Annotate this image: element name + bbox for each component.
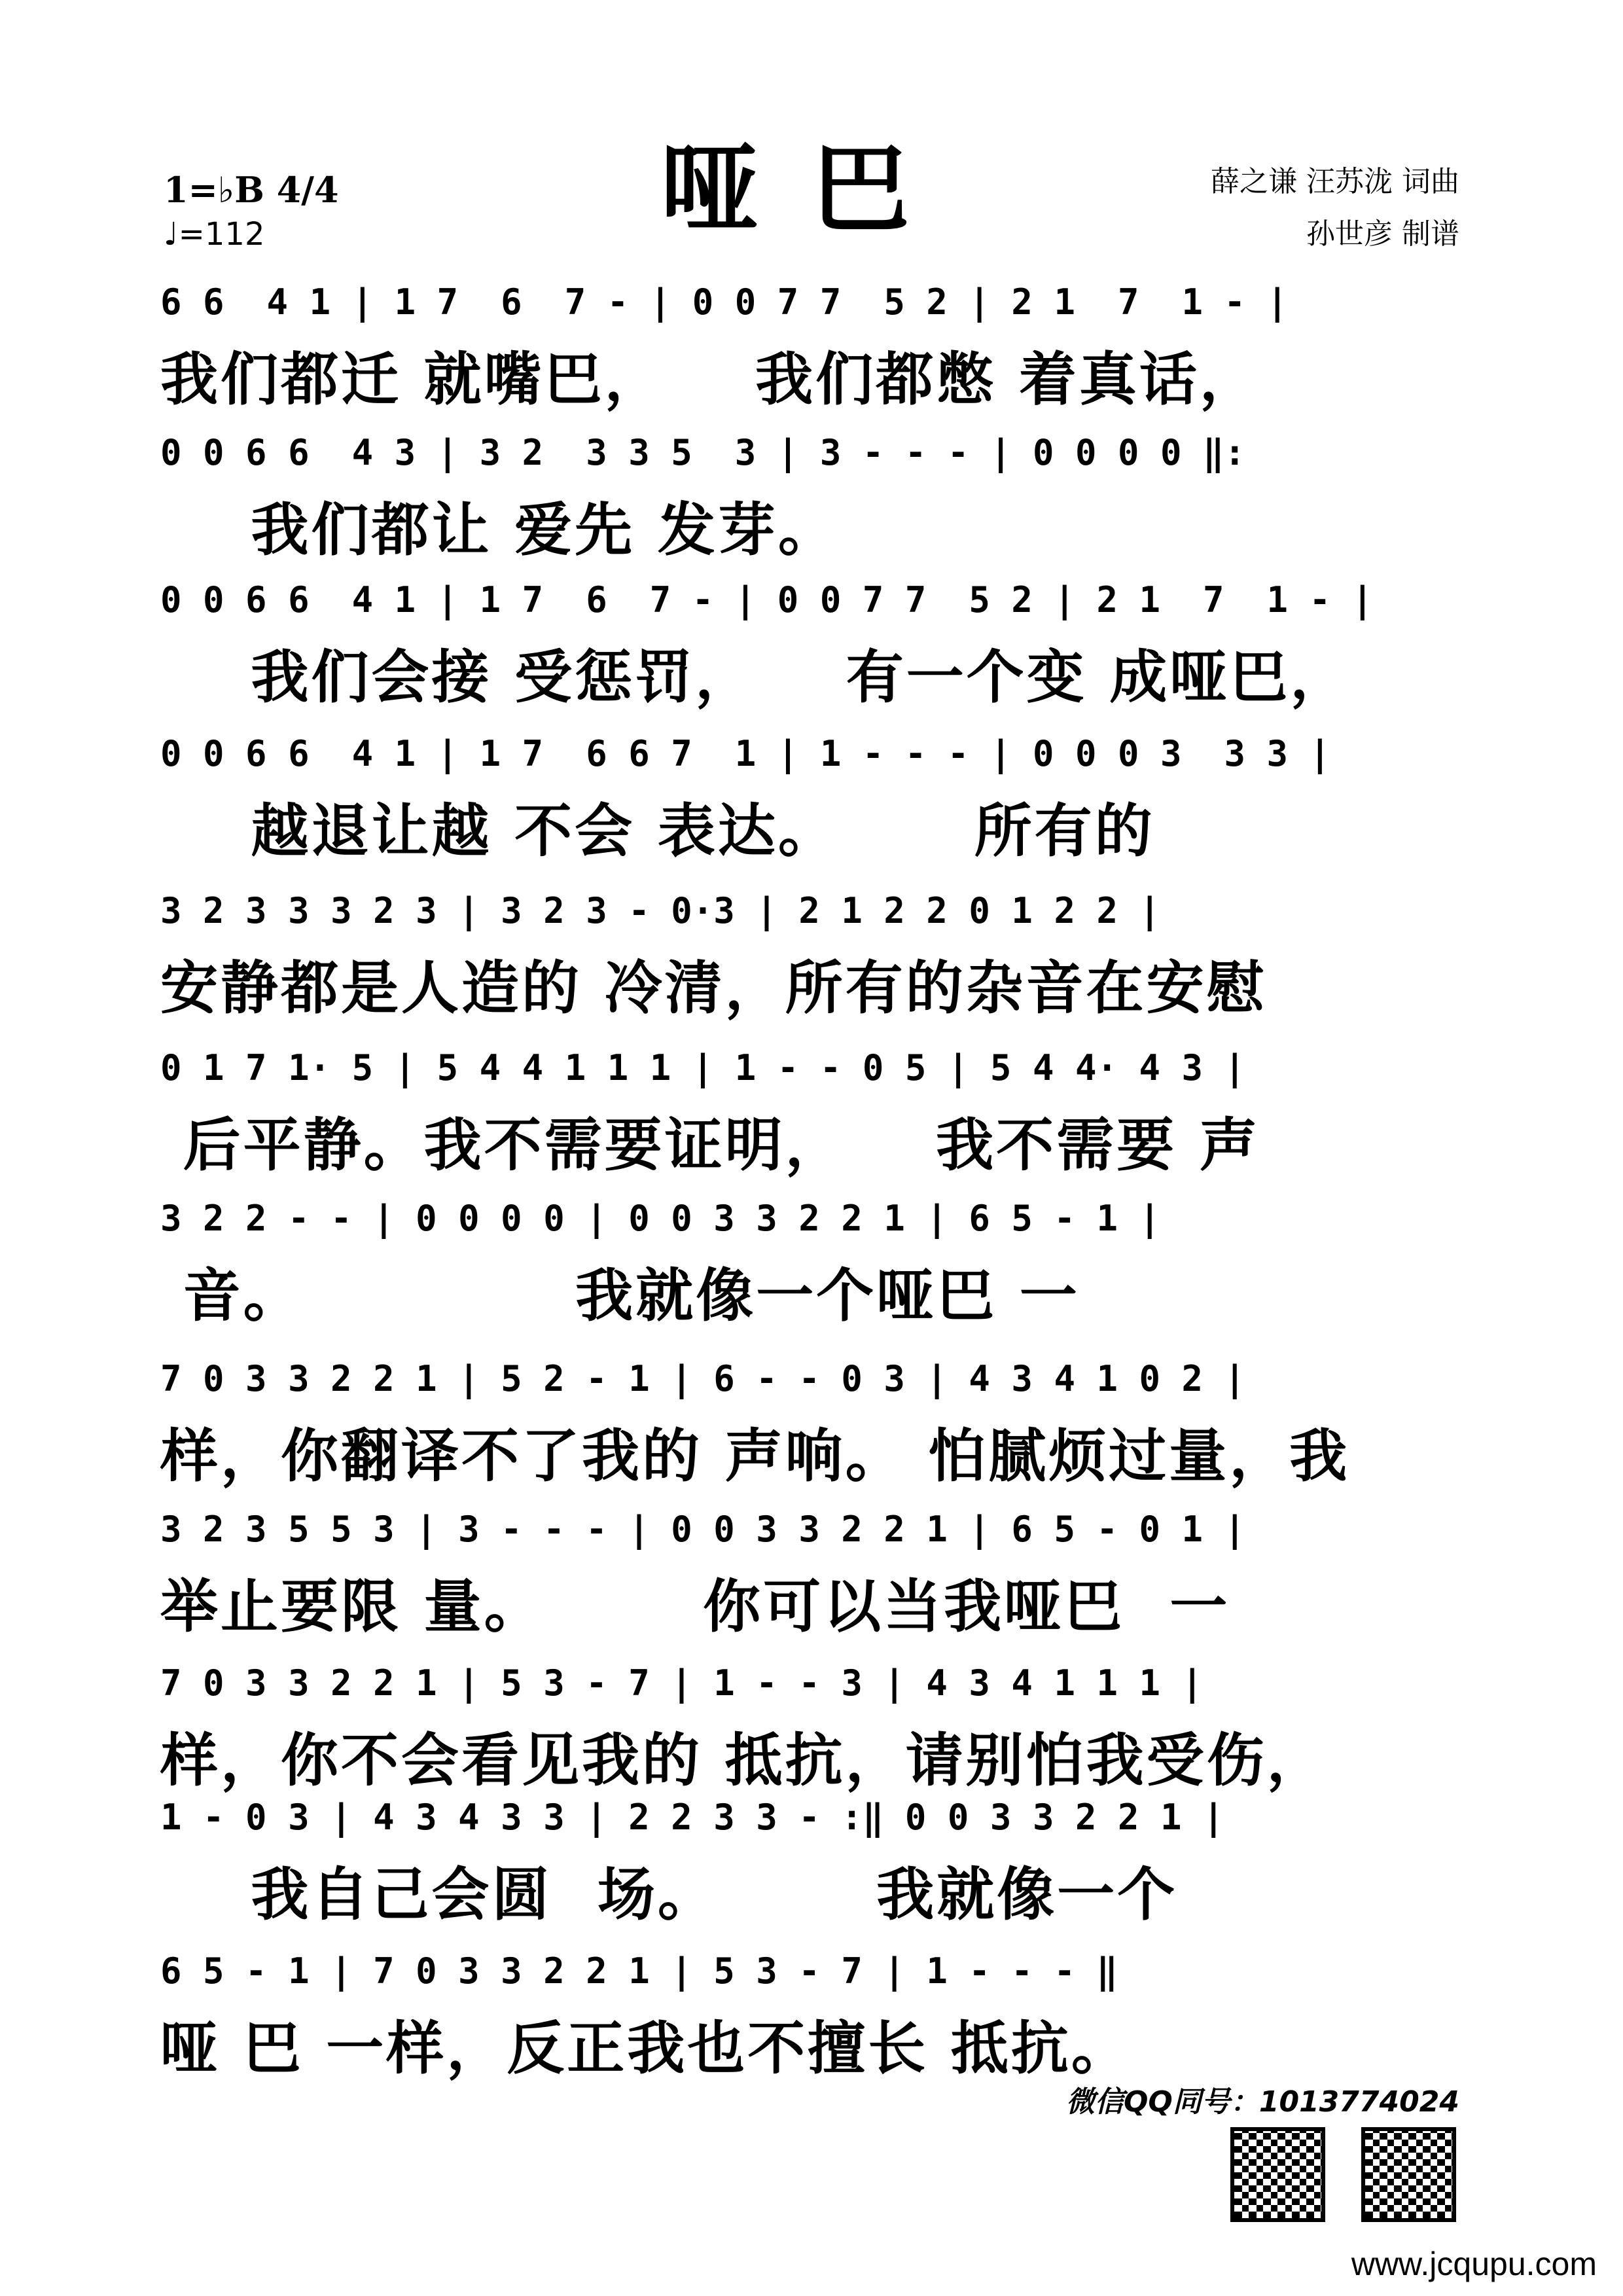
notation-line: 0 0 6 6 4 1 | 1 7 6 6 7 1 | 1 - - - | 0 0 0 3 3 3 |	[160, 733, 1331, 774]
lyric-line: 后平静。我不需要证明， 我不需要 声	[160, 1111, 1260, 1179]
notation-line: 1 - 0 3 | 4 3 4 3 3 | 2 2 3 3 - :‖ 0 0 3 3 2 2 1 |	[160, 1797, 1224, 1838]
notation-line: 7 0 3 3 2 2 1 | 5 2 - 1 | 6 - - 0 3 | 4 3 4 1 0 2 |	[160, 1358, 1246, 1399]
site-url: www.jcqupu.com	[1351, 2246, 1597, 2282]
lyric-line: 音。 我就像一个哑巴 一	[160, 1261, 1080, 1329]
lyric-line: 举止要限 量。 你可以当我哑巴 一	[160, 1572, 1230, 1640]
lyric-line: 安静都是人造的 冷清，所有的杂音在安慰	[160, 954, 1267, 1022]
lyric-line: 我们会接 受惩罚， 有一个变 成哑巴，	[160, 643, 1351, 711]
lyric-line: 我自己会圆 场。 我就像一个	[160, 1860, 1178, 1928]
song-title: 哑巴	[660, 132, 962, 247]
notation-line: 0 0 6 6 4 1 | 1 7 6 7 - | 0 0 7 7 5 2 | 2 1 7 1 - |	[160, 579, 1374, 620]
lyric-line: 越退让越 不会 表达。 所有的	[160, 797, 1155, 865]
contact-text: 微信QQ同号：1013774024	[1066, 2085, 1459, 2119]
lyric-line: 哑 巴 一样，反正我也不擅长 抵抗。	[160, 2014, 1132, 2082]
notation-line: 6 5 - 1 | 7 0 3 3 2 2 1 | 5 3 - 7 | 1 - - - ‖	[160, 1950, 1118, 1992]
lyric-line: 样，你翻译不了我的 声响。 怕腻烦过量，我	[160, 1422, 1350, 1490]
notation-line: 3 2 2 - - | 0 0 0 0 | 0 0 3 3 2 2 1 | 6 5 - 1 |	[160, 1198, 1161, 1239]
composer-credit: 薛之谦 汪苏泷 词曲	[1211, 165, 1459, 198]
credits	[1211, 156, 1459, 260]
tempo-marking: ♩=112	[164, 216, 265, 253]
qr-code-icon	[1361, 2127, 1456, 2222]
notation-line: 7 0 3 3 2 2 1 | 5 3 - 7 | 1 - - 3 | 4 3 4 1 1 1 |	[160, 1662, 1204, 1704]
lyric-line: 我们都让 爱先 发芽。	[160, 495, 838, 564]
notation-line: 3 2 3 3 3 2 3 | 3 2 3 - 0·3 | 2 1 2 2 0 1 2 2 |	[160, 890, 1161, 931]
notation-line: 0 1 7 1· 5 | 5 4 4 1 1 1 | 1 - - 0 5 | 5 4 4· 4 3 |	[160, 1047, 1246, 1088]
key-signature: 1=♭B 4/4	[164, 169, 339, 211]
lyric-line: 我们都迁 就嘴巴， 我们都憋 着真话，	[160, 345, 1260, 413]
qr-code-icon	[1230, 2127, 1325, 2222]
notation-line: 0 0 6 6 4 3 | 3 2 3 3 5 3 | 3 - - - | 0 0 0 0 ‖:	[160, 432, 1246, 473]
lyric-line: 样，你不会看见我的 抵抗，请别怕我受伤，	[160, 1726, 1327, 1794]
notation-line: 3 2 3 5 5 3 | 3 - - - | 0 0 3 3 2 2 1 | 6 5 - 0 1 |	[160, 1509, 1246, 1550]
notation-line: 6 6 4 1 | 1 7 6 7 - | 0 0 7 7 5 2 | 2 1 7 1 - |	[160, 281, 1289, 323]
arranger-credit: 孙世彦 制谱	[1306, 217, 1459, 251]
